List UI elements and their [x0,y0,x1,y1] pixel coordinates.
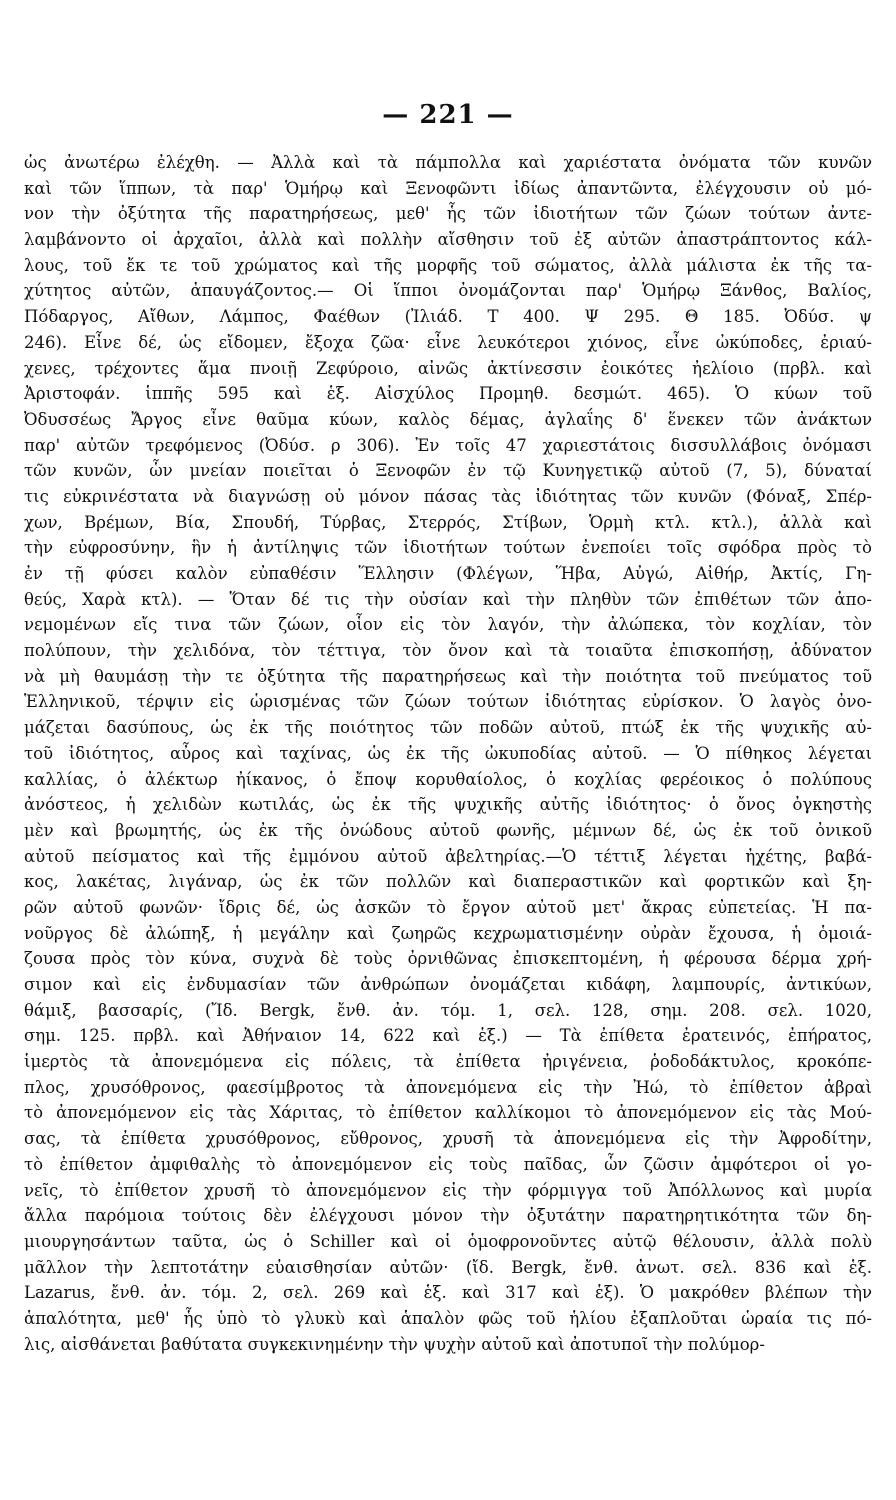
text-line: τοῦ ἰδιότητος, αὖρος καὶ ταχίνας, ὡς ἐκ τῆς ὠκυποδίας αὐτοῦ. — Ὁ πίθηκος λέγεται [24,743,872,763]
text-line: σημ. 125. πρβλ. καὶ Ἀθήναιον 14, 622 καὶ ἑξ.) — Τὰ ἐπίθετα ἐρατεινός, ἐπήρατος, [24,1026,872,1046]
text-line: μάζεται δασύπους, ὡς ἐκ τῆς ποιότητος τῶν ποδῶν αὐτοῦ, πτώξ ἐκ τῆς ψυχικῆς αὐ- [24,718,872,738]
text-line: Ἑλληνικοῦ, τέρψιν εἰς ὡρισμένας τῶν ζώων τούτων ἰδιότητας εὑρίσκον. Ὁ λαγὸς ὀνο- [24,692,872,712]
text-line: Lazarus, ἔνθ. ἀν. τόμ. 2, σελ. 269 καὶ ἑξ. καὶ 317 καὶ ἑξ). Ὁ μακρόθεν βλέπων τὴν [24,1283,872,1303]
text-line: ὡς ἀνωτέρω ἐλέχθη. — Ἀλλὰ καὶ τὰ πάμπολλα καὶ χαριέστατα ὀνόματα τῶν κυνῶν [24,153,872,172]
text-line: χενες, τρέχοντες ἅμα πνοιῇ Ζεφύροιο, αἰνῶς ἀκτίνεσσιν ἐοικότες ἠελίοιο (πρβλ. καὶ [24,358,872,378]
text-line: πλος, χρυσόθρονος, φαεσίμβροτος τὰ ἀπονεμόμενα εἰς τὴν Ἠώ, τὸ ἐπίθετον ἁβραὶ [24,1077,872,1097]
text-line: τις εὐκρινέστατα νὰ διαγνώσῃ οὐ μόνον πάσας τὰς ἰδιότητας τῶν κυνῶν (Φόναξ, Σπέρ- [24,486,872,506]
page-number: — 221 — [382,100,514,130]
text-line: μᾶλλον τὴν λεπτοτάτην εὐαισθησίαν αὐτῶν· (ἴδ. Bergk, ἔνθ. ἀνωτ. σελ. 836 καὶ ἑξ. [24,1257,872,1277]
text-line: παρ' αὐτῶν τρεφόμενος (Ὀδύσ. ρ 306). Ἐν τοῖς 47 χαριεστάτοις δισσυλλάβοις ὀνόμασι [24,435,872,455]
text-line: λις, αἰσθάνεται βαθύτατα συγκεκινημένην τὴν ψυχὴν αὐτοῦ καὶ ἀποτυποῖ τὴν πολύμορ- [24,1334,765,1354]
text-line: λαμβάνοντο οἱ ἀρχαῖοι, ἀλλὰ καὶ πολλὴν αἴσθησιν τοῦ ἐξ αὐτῶν ἀπαστράπτοντος κάλ- [24,230,872,250]
text-line: ἁπαλότητα, μεθ' ἧς ὑπὸ τὸ γλυκὺ καὶ ἁπαλὸν φῶς τοῦ ἡλίου ἐξαπλοῦται ὡραία τις πό- [24,1308,872,1328]
text-line: σιμον καὶ εἰς ἐνδυμασίαν τῶν ἀνθρώπων ὀνομάζεται κιδάφη, λαμπουρίς, ἀντικύων, [24,975,872,994]
text-line: ρῶν αὐτοῦ φωνῶν· ἴδρις δέ, ὡς ἀσκῶν τὸ ἔργον αὐτοῦ μετ' ἄκρας εὐπετείας. Ἡ πα- [24,897,872,917]
text-line: θάμιξ, βασσαρίς, (Ἴδ. Bergk, ἔνθ. ἀν. τόμ. 1, σελ. 128, σημ. 208. σελ. 1020, [24,1000,872,1020]
text-line: τῶν κυνῶν, ὧν μνείαν ποιεῖται ὁ Ξενοφῶν ἐν τῷ Κυνηγετικῷ αὐτοῦ (7, 5), δύναταί [24,461,872,481]
text-line: καὶ τῶν ἵππων, τὰ παρ' Ὁμήρῳ καὶ Ξενοφῶντι ἰδίως ἀπαντῶντα, ἐλέγχουσιν οὐ μό- [24,178,872,198]
text-line: σας, τὰ ἐπίθετα χρυσόθρονος, εὔθρονος, χρυσῆ τὰ ἀπονεμόμενα εἰς τὴν Ἀφροδίτην, [24,1129,872,1149]
text-line: θεύς, Χαρὰ κτλ). — Ὅταν δέ τις τὴν οὐσίαν καὶ τὴν πληθὺν τῶν ἐπιθέτων τῶν ἀπο- [24,589,872,609]
text-line: ζουσα πρὸς τὸν κύνα, συχνὰ δὲ τοὺς ὀρνιθῶνας ἐπισκεπτομένη, ἡ φέρουσα δέρμα χρή- [24,949,872,969]
text-line: πολύπουν, τὴν χελιδόνα, τὸν τέττιγα, τὸν ὄνον καὶ τὰ τοιαῦτα ἐπισκοπήσῃ, ἀδύνατον [24,641,872,661]
text-line: ἀνόστεος, ἡ χελιδὼν κωτιλάς, ὡς ἐκ τῆς ψυχικῆς αὐτῆς ἰδιότητος· ὁ ὄνος ὀγκηστὴς [24,795,872,815]
text-line: λους, τοῦ ἔκ τε τοῦ χρώματος καὶ τῆς μορφῆς τοῦ σώματος, ἀλλὰ μάλιστα ἐκ τῆς τα- [24,255,872,275]
text-line: ἄλλα παρόμοια τούτοις δὲν ἐλέγχουσι μόνον τὴν ὀξυτάτην παρατηρητικότητα τῶν δη- [24,1206,872,1226]
text-line: ἱμερτὸς τὰ ἀπονεμόμενα εἰς πόλεις, τὰ ἐπίθετα ἠριγένεια, ῥοδοδάκτυλος, κροκόπε- [24,1052,872,1072]
text-line: Ὀδυσσέως Ἄργος εἶνε θαῦμα κύων, καλὸς δέμας, ἀγλαΐης δ' ἕνεκεν τῶν ἀνάκτων [24,409,872,429]
text-line: νεμομένων εἴς τινα τῶν ζώων, οἷον εἰς τὸν λαγόν, τὴν ἀλώπεκα, τὸν κοχλίαν, τὸν [24,615,872,635]
text-line: τὸ ἐπίθετον ἀμφιθαλὴς τὸ ἀπονεμόμενον εἰς τοὺς παῖδας, ὧν ζῶσιν ἀμφότεροι οἱ γο- [24,1154,872,1174]
text-line: καλλίας, ὁ ἀλέκτωρ ἠίκανος, ὁ ἔποψ κορυθαίολος, ὁ κοχλίας φερέοικος ὁ πολύπους [24,769,872,789]
text-line: νεῖς, τὸ ἐπίθετον χρυσῆ τὸ ἀπονεμόμενον εἰς τὴν φόρμιγγα τοῦ Ἀπόλλωνος καὶ μυρία [24,1180,872,1200]
text-line: τὸ ἀπονεμόμενον εἰς τὰς Χάριτας, τὸ ἐπίθετον καλλίκομοι τὸ ἀπονεμόμενον εἰς τὰς Μού- [24,1103,872,1123]
text-line: χύτητος αὐτῶν, ἀπαυγάζοντος.— Οἱ ἵπποι ὀνομάζονται παρ' Ὁμήρῳ Ξάνθος, Βαλίος, [24,281,872,301]
text-line: νὰ μὴ θαυμάσῃ τὴν τε ὀξύτητα τῆς παρατηρήσεως καὶ τὴν ποιότητα τοῦ πνεύματος τοῦ [24,666,872,686]
text-line: Ἀριστοφάν. ἱππῆς 595 καὶ ἑξ. Αἰσχύλος Προμηθ. δεσμώτ. 465). Ὁ κύων τοῦ [24,384,872,404]
text-line: αὐτοῦ πείσματος καὶ τῆς ἐμμόνου αὐτοῦ ἀβελτηρίας.—Ὁ τέττιξ λέγεται ἠχέτης, βαβά- [24,846,872,866]
text-line: μὲν καὶ βρωμητής, ὡς ἐκ τῆς ὀνώδους αὐτοῦ φωνῆς, μέμνων δέ, ὡς ἐκ τοῦ ὀνικοῦ [24,820,872,840]
text-line: Πόδαργος, Αἴθων, Λάμπος, Φαέθων (Ἰλιάδ. Τ 400. Ψ 295. Θ 185. Ὀδύσ. ψ [24,307,872,327]
text-line: 246). Εἶνε δέ, ὡς εἴδομεν, ἔξοχα ζῶα· εἶνε λευκότεροι χιόνος, εἶνε ὠκύποδες, ἐριαύ- [24,332,872,352]
text-line: νοῦργος δὲ ἀλώπηξ, ἡ μεγάλην καὶ ζωηρῶς κεχρωματισμένην οὐρὰν ἔχουσα, ἡ ὁμοιά- [24,923,872,943]
text-line: ἐν τῇ φύσει καλὸν εὐπαθέσιν Ἕλλησιν (Φλέγων, Ἥβα, Αὐγώ, Αἰθήρ, Ἀκτίς, Γη- [24,564,872,583]
text-line: νον τὴν ὀξύτητα τῆς παρατηρήσεως, μεθ' ἧς τῶν ἰδιοτήτων τῶν ζώων τούτων ἀντε- [24,204,872,224]
text-line: μιουργησάντων ταῦτα, ὡς ὁ Schiller καὶ οἱ ὁμοφρονοῦντες αὐτῷ θέλουσιν, ἀλλὰ πολὺ [24,1231,872,1251]
text-line: χων, Βρέμων, Βία, Σπουδή, Τύρβας, Στερρός, Στίβων, Ὁρμὴ κτλ. κτλ.), ἀλλὰ καὶ [24,512,872,532]
text-line: τὴν εὐφροσύνην, ἣν ἡ ἀντίληψις τῶν ἰδιοτήτων τούτων ἐνεποίει τοῖς σφόδρα πρὸς τὸ [24,538,872,558]
text-line: κος, λακέτας, λιγάναρ, ὡς ἐκ τῶν πολλῶν καὶ διαπεραστικῶν καὶ φορτικῶν καὶ ξη- [24,872,872,892]
body-text [24,150,872,1357]
